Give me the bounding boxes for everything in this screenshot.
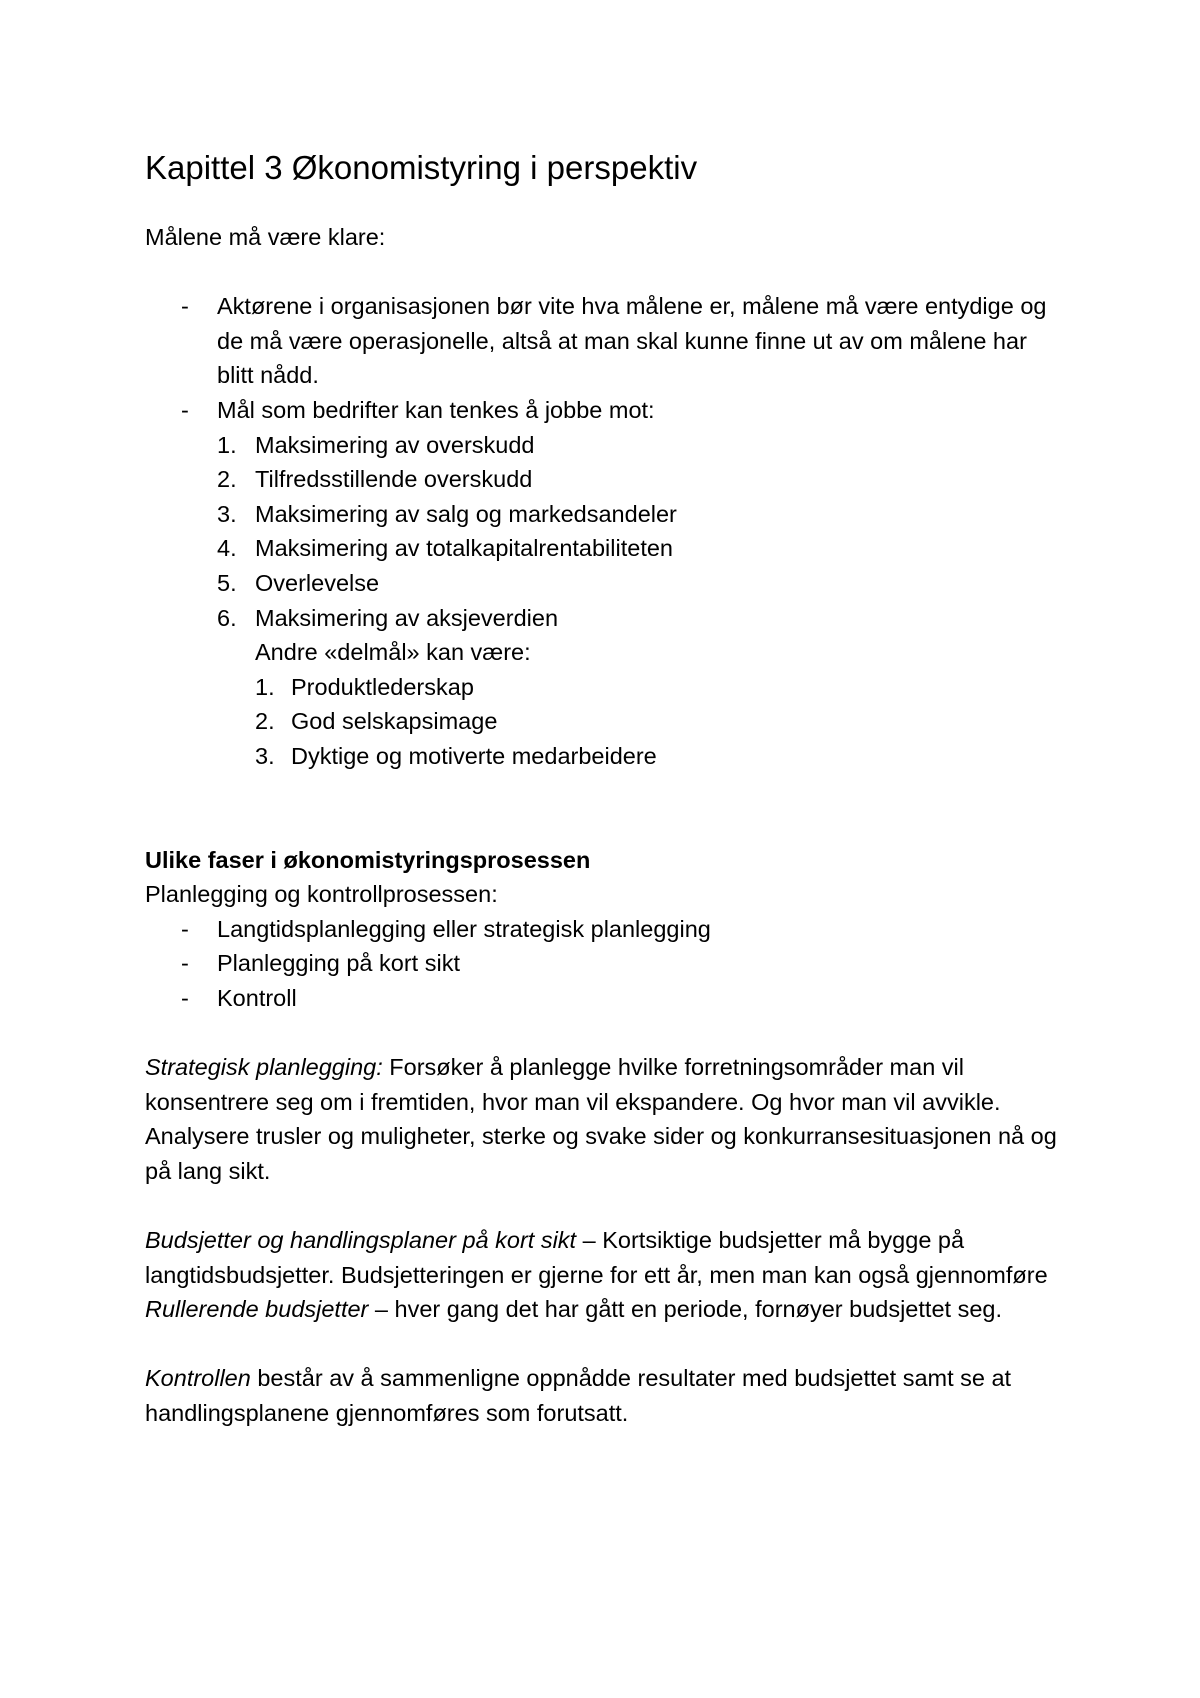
goal-list-item	[145, 462, 1065, 497]
spacer	[145, 1327, 1065, 1362]
list-item-text: God selskapsimage	[291, 708, 498, 735]
goals-bullet-text: Aktørene i organisasjonen bør vite hva målene er, målene må være entydige og de må være operasjonelle, altså at man skal kunne finne ut av om målene har blitt nådd.	[217, 293, 1047, 389]
spacer	[145, 1188, 1065, 1223]
goals-bullet-text: Mål som bedrifter kan tenkes å jobbe mot:	[217, 396, 655, 423]
subgoal-list-item	[145, 670, 1065, 705]
list-number: 4.	[217, 535, 237, 562]
control-term: Kontrollen	[145, 1365, 251, 1392]
phases-bullet	[145, 912, 1065, 947]
phases-intro: Planlegging og kontrollprosessen:	[145, 881, 498, 908]
list-number: 5.	[217, 569, 237, 596]
strategic-text: Forsøker å planlegge hvilke forretningsområder man vil konsentrere seg om i fremtiden, hvor man vil ekspandere. Og hvor man vil avvikle. Analysere trusler og muligheter, sterke og svake sider og konkurransesituasjonen nå og på lang sikt.	[145, 1054, 1057, 1184]
list-number: 6.	[217, 604, 237, 631]
spacer	[145, 1015, 1065, 1050]
section-heading: Ulike faser i økonomistyringsprosessen	[145, 846, 591, 873]
page-title: Kapittel 3 Økonomistyring i perspektiv	[145, 149, 698, 186]
list-item-text: Produktlederskap	[291, 673, 474, 700]
budgets-paragraph	[145, 1223, 1065, 1292]
list-number: 3.	[217, 500, 237, 527]
goal-list-item	[145, 601, 1065, 636]
dash-marker: -	[181, 950, 189, 977]
phases-bullet	[145, 981, 1065, 1016]
subgoal-list-item	[145, 739, 1065, 774]
goal-list-item	[145, 497, 1065, 532]
strategic-paragraph	[145, 1050, 1065, 1188]
rolling-term: Rullerende budsjetter	[145, 1296, 369, 1323]
list-number: 1.	[255, 673, 275, 700]
rolling-paragraph	[145, 1292, 1065, 1327]
dash-marker: -	[181, 984, 189, 1011]
spacer	[145, 774, 1065, 843]
control-paragraph	[145, 1361, 1065, 1430]
goal-list-item	[145, 531, 1065, 566]
list-number: 2.	[255, 708, 275, 735]
strategic-term: Strategisk planlegging:	[145, 1054, 383, 1081]
list-item-text: Maksimering av overskudd	[255, 431, 535, 458]
phases-bullet	[145, 946, 1065, 981]
list-item-text: Maksimering av totalkapitalrentabiliteten	[255, 535, 673, 562]
list-number: 1.	[217, 431, 237, 458]
document-page	[145, 146, 1065, 1431]
dash-marker: -	[181, 915, 189, 942]
goal-list-item	[145, 428, 1065, 463]
goal-list-item	[145, 566, 1065, 601]
phases-bullet-text: Kontroll	[217, 984, 297, 1011]
dash-marker: -	[181, 293, 189, 320]
subgoal-list-item	[145, 704, 1065, 739]
dash-marker: -	[181, 396, 189, 423]
goals-bullet	[145, 393, 1065, 428]
rolling-text: – hver gang det har gått en periode, fornøyer budsjettet seg.	[368, 1296, 1002, 1323]
phases-bullet-text: Langtidsplanlegging eller strategisk planlegging	[217, 915, 711, 942]
goals-bullet	[145, 289, 1065, 393]
list-item-text: Maksimering av aksjeverdien	[255, 604, 559, 631]
phases-bullet-text: Planlegging på kort sikt	[217, 950, 460, 977]
goals-heading: Målene må være klare:	[145, 224, 386, 250]
control-text: består av å sammenligne oppnådde resultater med budsjettet samt se at handlingsplanene gjennomføres som forutsatt.	[145, 1365, 1012, 1426]
list-item-text: Overlevelse	[255, 569, 380, 596]
subgoals-heading: Andre «delmål» kan være:	[255, 639, 531, 666]
budgets-text: – Kortsiktige budsjetter må bygge på langtidsbudsjetter. Budsjetteringen er gjerne for ett år, men man kan også gjennomføre	[145, 1227, 1048, 1288]
list-item-text: Maksimering av salg og markedsandeler	[255, 500, 677, 527]
list-item-text: Dyktige og motiverte medarbeidere	[291, 742, 657, 769]
spacer	[145, 255, 1065, 290]
list-number: 3.	[255, 742, 275, 769]
list-item-text: Tilfredsstillende overskudd	[255, 466, 533, 493]
budgets-term: Budsjetter og handlingsplaner på kort sikt	[145, 1227, 577, 1254]
list-number: 2.	[217, 466, 237, 493]
